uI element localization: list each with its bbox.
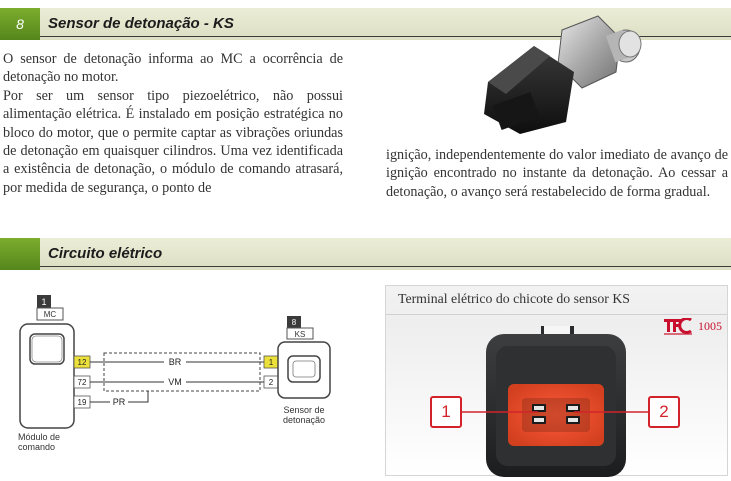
terminal-panel [385, 285, 728, 476]
sensor-label-line2: detonação [282, 415, 326, 425]
module-number: 1 [41, 297, 47, 307]
knock-sensor-image [470, 2, 650, 137]
sensor-number: 8 [291, 318, 297, 327]
tfc-number: 1005 [698, 319, 722, 333]
svg-text:72: 72 [77, 378, 87, 387]
svg-text:19: 19 [77, 398, 87, 407]
pin-callout-1: 1 [430, 396, 462, 428]
paragraph-continued: ignição, independentemente do valor imediato de avanço de ignição encontrado no instante da detonação. Ao cessar a detonação, o avanço será restabelecido de forma gradual. [386, 147, 728, 200]
wire-vm-label: VM [168, 377, 182, 387]
terminal-title: Terminal elétrico do chicote do sensor KS [398, 291, 630, 306]
module-label-line2: comando [18, 442, 56, 452]
sensor-code: KS [294, 330, 306, 339]
sensor-description [3, 50, 343, 197]
wire-pr-label: PR [112, 397, 126, 407]
section-number: 8 [0, 8, 40, 40]
pin-callout-2: 2 [648, 396, 680, 428]
section-header-circuit [0, 238, 731, 270]
wire-br-label: BR [168, 357, 182, 367]
section-title-circuit: Circuito elétrico [48, 245, 163, 262]
module-code: MC [43, 310, 57, 319]
section-marker [0, 238, 40, 270]
svg-text:12: 12 [77, 358, 87, 367]
connector-illustration [386, 286, 729, 477]
module-window [30, 334, 64, 364]
sensor-label: Sensor de [283, 405, 325, 415]
svg-text:2: 2 [268, 378, 274, 387]
section-underline [40, 266, 731, 267]
module-label: Módulo de [18, 432, 61, 442]
circuit-diagram [8, 290, 368, 465]
paragraph-details: Por ser um sensor tipo piezoelétrico, não possui alimentação elétrica. É instalado em posição estratégica no bloco do motor, que o permite captar as vibrações oriundas de detonação em quaisquer cilindros. Uma vez identificada a existência de detonação, o módulo de comando atrasará, por medida de segurança, o ponto de [3, 87, 343, 196]
svg-text:1: 1 [268, 358, 274, 367]
paragraph-intro: O sensor de detonação informa ao MC a ocorrência de detonação no motor. [3, 51, 343, 86]
section-title: Sensor de detonação - KS [48, 15, 234, 32]
